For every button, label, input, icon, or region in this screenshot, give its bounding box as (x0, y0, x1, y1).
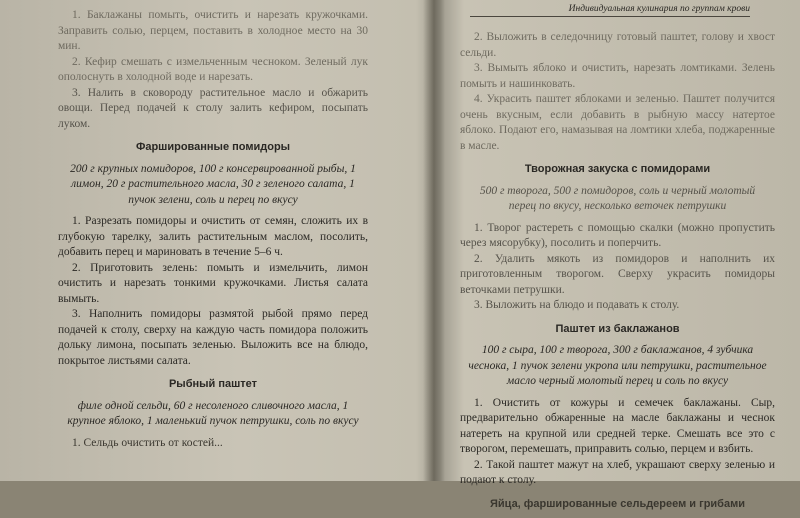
step-eggplant-pate-1: 1. Очистить от кожуры и семечек баклажаны. Сыр, предварительно обжаренные на масле баклажаны и чеснок натереть на крупной или средней терке. Смешать все это с творогом, перемешать, приправить солью, перцем и взбить. (460, 396, 775, 455)
ingredients-eggplant-pate: 100 г сыра, 100 г творога, 300 г баклажанов, 4 зубчика чеснока, 1 пучок зелени укропа или петрушки, растительное масло черный молотый перец и соль по вкусу (468, 344, 767, 387)
right-column (460, 30, 775, 518)
ingredients-stuffed-tomatoes: 200 г крупных помидоров, 100 г консервированной рыбы, 1 лимон, 20 г растительного масла, 30 г зеленого салата, 1 пучок зелени, соль и перец по вкусу (70, 162, 356, 206)
left-page (0, 0, 430, 481)
step-stuffed-tomatoes-2: 2. Приготовить зелень: помыть и измельчить, лимон очистить и нарезать тонкими кружочками. Листья салата вымыть. (58, 261, 368, 305)
step-cottage-cheese-1: 1. Творог растереть с помощью скалки (можно пропустить через мясорубку), посолить и поперчить. (460, 221, 775, 249)
right-page (440, 0, 800, 510)
step-stuffed-tomatoes-3: 3. Наполнить помидоры размятой рыбой прямо перед подачей к столу, сверху на каждую часть помидора положить дольку лимона, посыпать зеленью. Выложить все на блюдо, покрытое листьями салата. (58, 308, 368, 367)
left-column (58, 8, 368, 451)
recipe-title-stuffed-tomatoes: Фаршированные помидоры (135, 141, 291, 153)
pate-step-4: 4. Украсить паштет яблоками и зеленью. Паштет получится очень вкусным, если добавить в рыбную массу натертое яблоко. Подают его, намазывая на ломтики хлеба, поджаренные в масле. (460, 93, 775, 152)
ingredients-fish-pate: филе одной сельди, 60 г несоленого сливочного масла, 1 крупное яблоко, 1 маленький пучок петрушки, соль по вкусу (67, 399, 359, 427)
running-head: Индивидуальная кулинария по группам крови (470, 4, 750, 17)
intro-step-3: 3. Налить в сковороду растительное масло и обжарить овощи. Перед подачей к столу залить кефиром, посыпать луком. (58, 86, 368, 130)
recipe-title-cottage-cheese: Творожная закуска с помидорами (524, 163, 711, 175)
intro-step-1: 1. Баклажаны помыть, очистить и нарезать кружочками. Заправить солью, перцем, поставить в холодное место на 30 мин. (58, 9, 368, 52)
ingredients-cottage-cheese: 500 г творога, 500 г помидоров, соль и черный молотый перец по вкусу, несколько веточек петрушки (479, 184, 756, 212)
step-eggplant-pate-2: 2. Такой паштет мажут на хлеб, украшают сверху зеленью и подают к столу. (460, 458, 775, 486)
intro-step-2: 2. Кефир смешать с измельченным чесноком. Зеленый лук ополоснуть в холодной воде и нарезать. (58, 55, 368, 83)
pate-step-2: 2. Выложить в селедочницу готовый паштет, голову и хвост сельди. (460, 31, 775, 59)
step-cottage-cheese-3: 3. Выложить на блюдо и подавать к столу. (474, 299, 680, 311)
step-fish-pate-cut: 1. Сельдь очистить от костей... (72, 436, 223, 449)
pate-step-3: 3. Вымыть яблоко и очистить, нарезать ломтиками. Зелень помыть и нашинковать. (460, 62, 775, 90)
step-stuffed-tomatoes-1: 1. Разрезать помидоры и очистить от семян, сложить их в глубокую тарелку, залить растительным маслом, посолить, добавить перец и мариновать в течение 5–6 ч. (58, 215, 368, 258)
recipe-title-fish-pate: Рыбный паштет (168, 378, 258, 390)
recipe-title-eggplant-pate: Паштет из баклажанов (555, 322, 680, 335)
recipe-title-stuffed-eggs: Яйца, фаршированные сельдереем и грибами (490, 497, 745, 510)
step-cottage-cheese-2: 2. Удалить мякоть из помидоров и наполнить их приготовленным творогом. Сверху украсить помидоры веточками петрушки. (460, 252, 775, 296)
